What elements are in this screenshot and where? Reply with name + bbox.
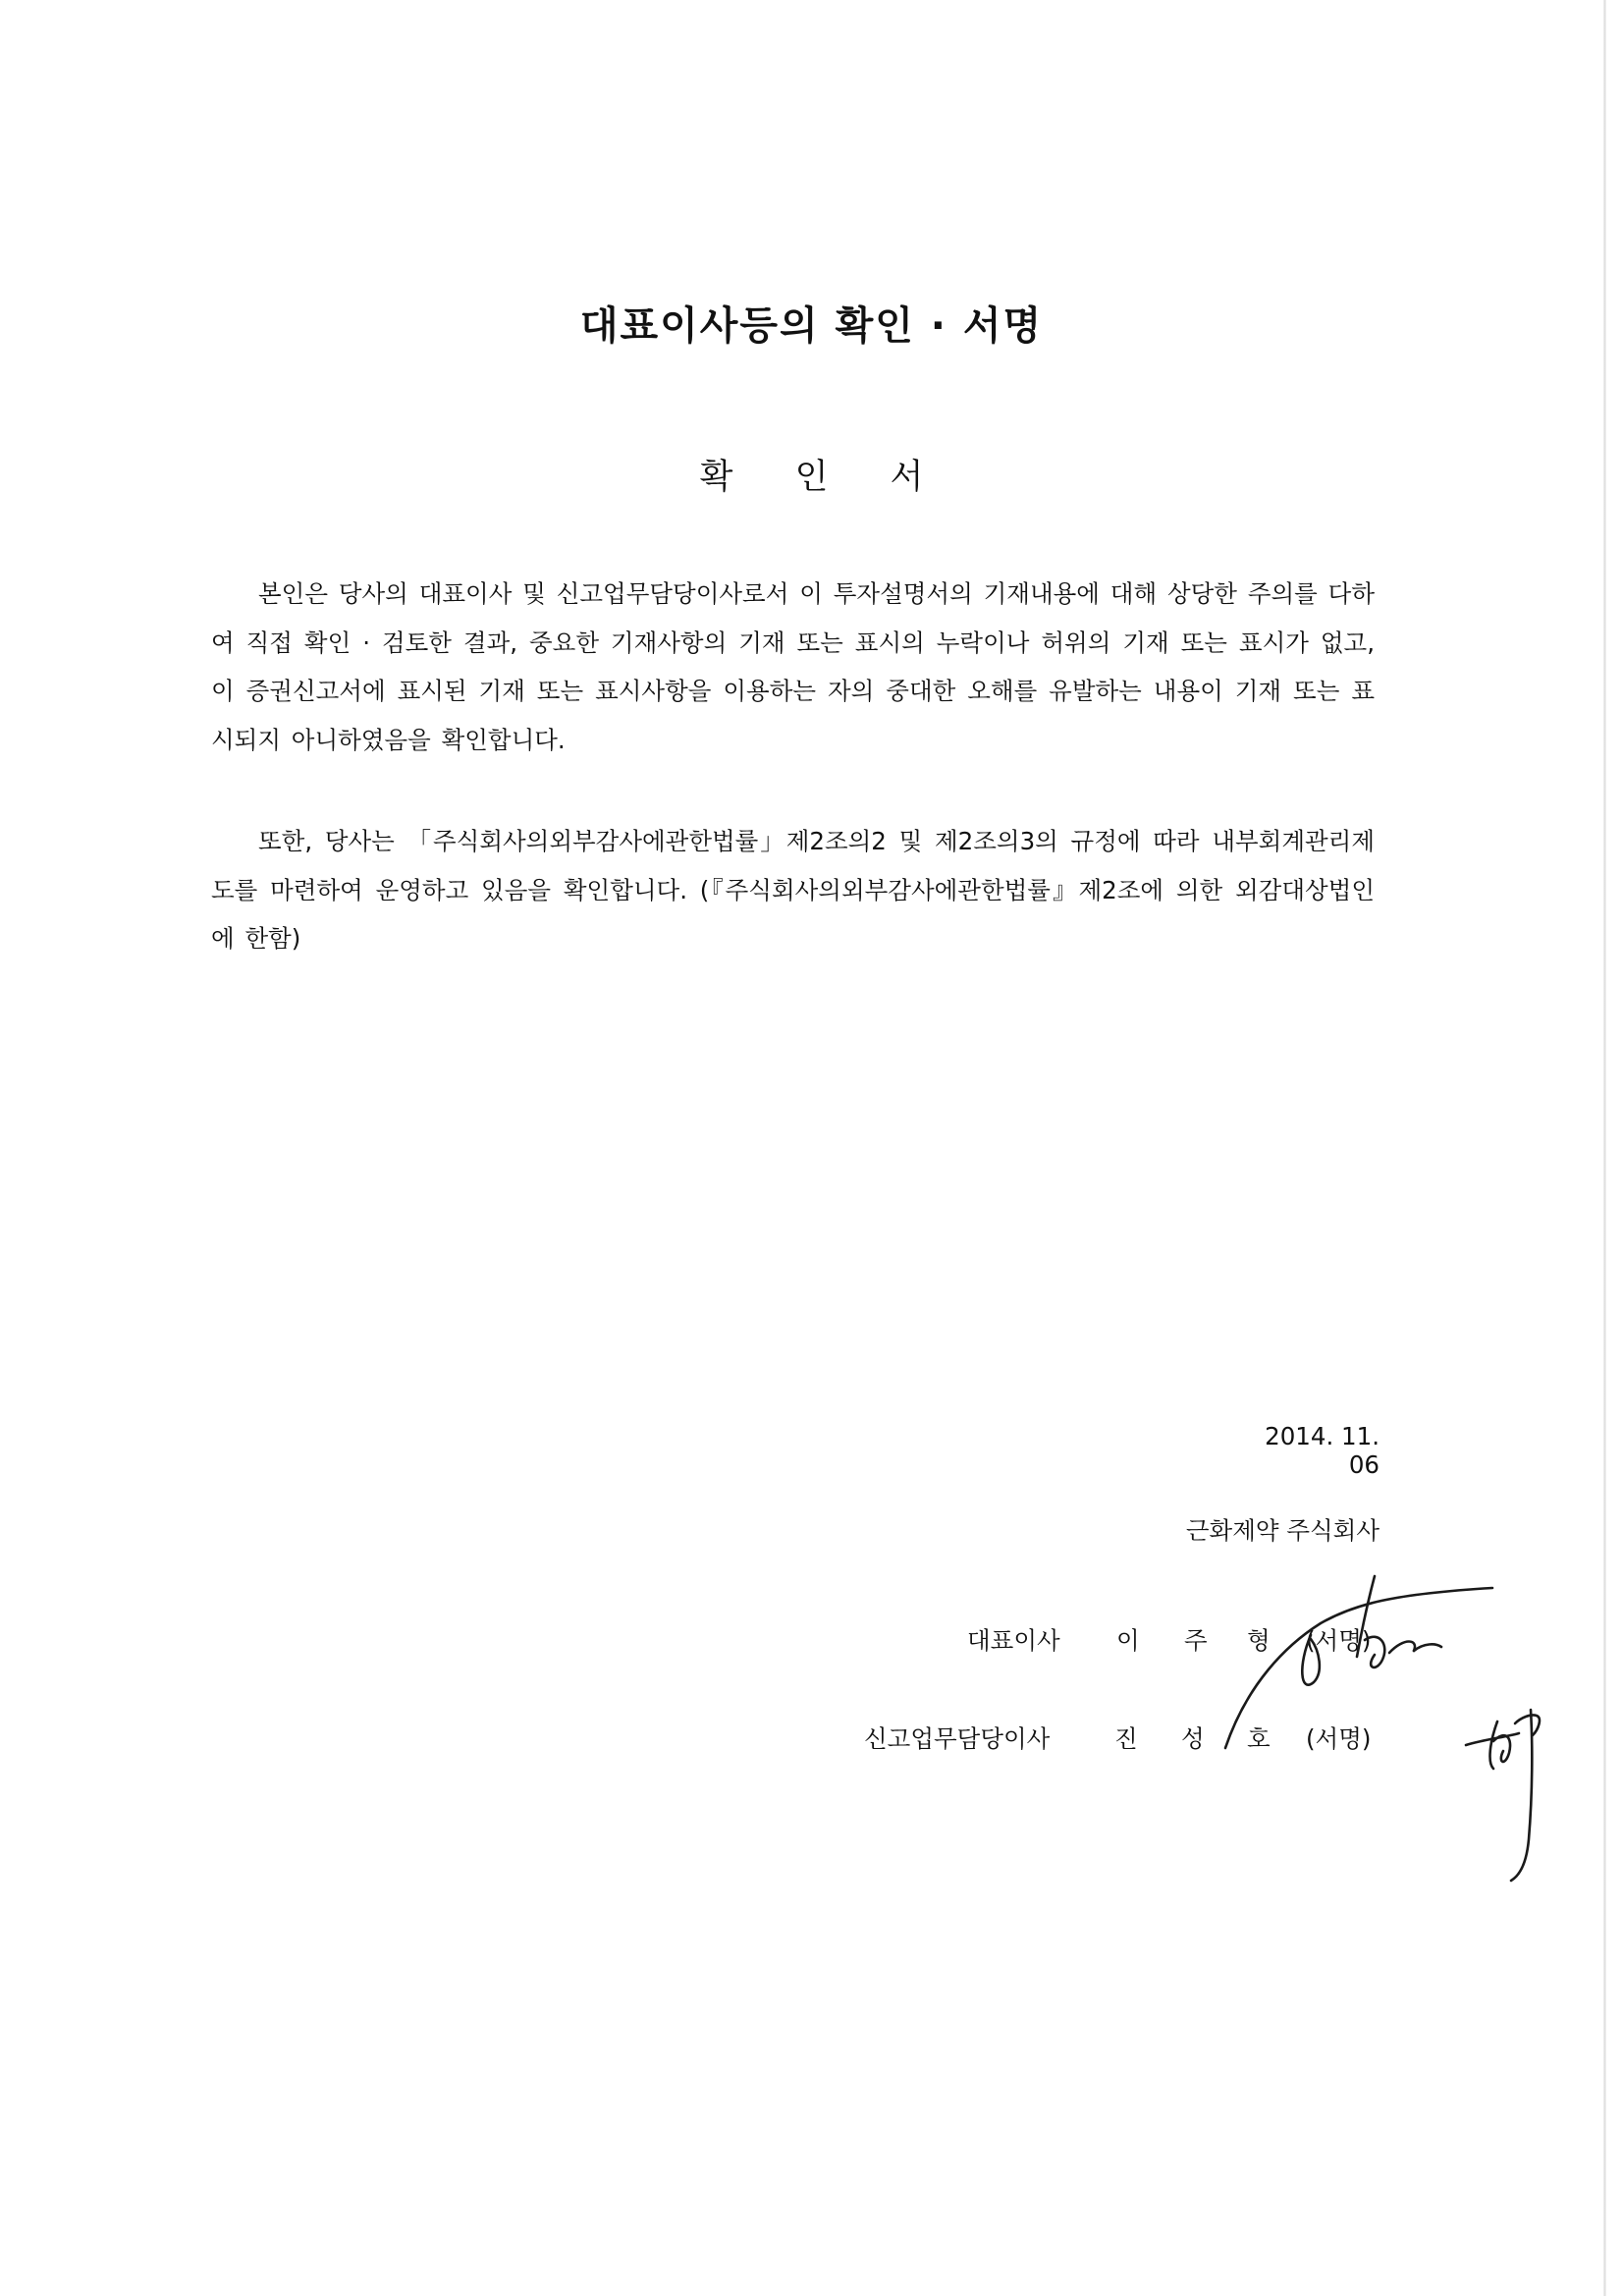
signatory-name-char: 이: [1116, 1626, 1140, 1655]
signatory-name-char: 성: [1181, 1724, 1205, 1753]
page-title: 대표이사등의 확인 · 서명: [579, 303, 1044, 349]
signatory-role: 대표이사: [967, 1626, 1060, 1655]
signature-mark-label: (서명): [1306, 1724, 1372, 1753]
document-date: 2014. 11. 06: [1265, 1422, 1380, 1479]
document-subtitle: 확 인 서: [699, 458, 949, 497]
company-name: 근화제약 주식회사: [1185, 1516, 1380, 1545]
signatory-name-char: 형: [1247, 1626, 1271, 1655]
officer-handwritten-signature: [1458, 1674, 1566, 1886]
signatory-role: 신고업무담당이사: [864, 1724, 1051, 1753]
signatory-name-char: 진: [1114, 1724, 1138, 1753]
signatory-name-char: 호: [1247, 1724, 1271, 1753]
body-paragraph-internal-control: 또한, 당사는 「주식회사의외부감사에관한법률」제2조의2 및 제2조의3의 규정에 따라 내부회계관리제도를 마련하여 운영하고 있음을 확인합니다. (『주식회사의외부감사에관한법률』제2조에 의한 외감대상법인에 한함): [211, 827, 1375, 953]
signatory-name-char: 주: [1184, 1626, 1208, 1655]
body-paragraph-confirmation: 본인은 당사의 대표이사 및 신고업무담당이사로서 이 투자설명서의 기재내용에 대해 상당한 주의를 다하여 직접 확인 · 검토한 결과, 중요한 기재사항의 기재 또는 표시의 누락이나 허위의 기재 또는 표시가 없고, 이 증권신고서에 표시된 기재 또는 표시사항을 이용하는 자의 중대한 오해를 유발하는 내용이 기재 또는 표시되지 아니하였음을 확인합니다.: [211, 579, 1375, 754]
signature-mark-label: (서명): [1306, 1626, 1372, 1655]
